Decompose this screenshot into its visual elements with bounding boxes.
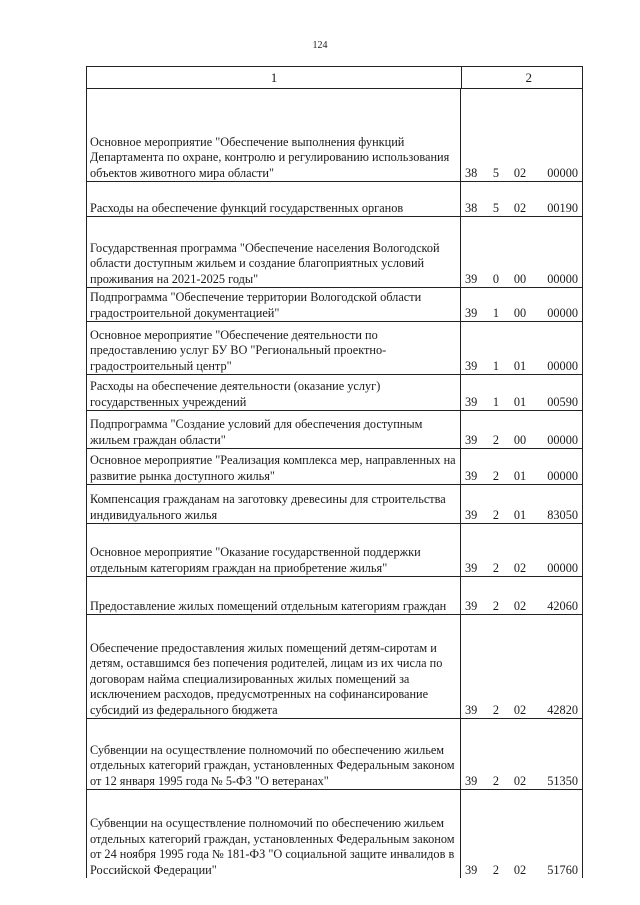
code-activity: 01 (513, 394, 527, 409)
page-number: 124 (312, 40, 328, 51)
table-row (87, 322, 582, 375)
row-name: Расходы на обеспечение деятельности (оказание услуг) государственных учреждений (87, 375, 461, 410)
row-code (461, 182, 582, 216)
code-activity: 02 (513, 773, 527, 788)
code-program: 38 (465, 165, 478, 180)
code-activity: 00 (513, 271, 527, 286)
table-row (87, 615, 582, 719)
code-subprogram: 2 (492, 468, 500, 483)
code-subprogram: 2 (492, 507, 500, 522)
code-subprogram: 2 (492, 702, 500, 717)
row-code (461, 411, 582, 448)
row-code (461, 288, 582, 321)
code-subprogram: 2 (492, 862, 500, 877)
table-row (87, 411, 582, 449)
table-row (87, 577, 582, 615)
table-row (87, 449, 582, 485)
code-activity: 02 (513, 200, 527, 215)
row-name: Основное мероприятие "Реализация комплекса мер, направленных на развитие рынка доступного жилья" (87, 449, 461, 484)
code-subprogram: 1 (492, 305, 500, 320)
row-code (461, 577, 582, 614)
table-row (87, 89, 582, 182)
code-subprogram: 1 (492, 394, 500, 409)
code-activity: 00 (513, 305, 527, 320)
row-name: Подпрограмма "Создание условий для обеспечения доступным жильем граждан области" (87, 411, 461, 448)
row-name: Расходы на обеспечение функций государственных органов (87, 182, 461, 216)
code-program: 39 (465, 271, 478, 286)
row-name: Предоставление жилых помещений отдельным категориям граждан (87, 577, 461, 614)
row-name: Компенсация гражданам на заготовку древесины для строительства индивидуального жилья (87, 485, 461, 523)
code-direction: 00000 (547, 468, 578, 483)
code-program: 39 (465, 598, 478, 613)
code-direction: 83050 (547, 507, 578, 522)
row-code (461, 217, 582, 287)
code-program: 39 (465, 702, 478, 717)
code-direction: 42060 (547, 598, 578, 613)
code-direction: 00190 (547, 200, 578, 215)
code-program: 39 (465, 432, 478, 447)
code-direction: 51760 (547, 862, 578, 877)
code-activity: 01 (513, 507, 527, 522)
code-direction: 00000 (547, 358, 578, 373)
code-activity: 00 (513, 432, 527, 447)
code-program: 39 (465, 560, 478, 575)
code-direction: 00000 (547, 271, 578, 286)
code-direction: 00000 (547, 165, 578, 180)
code-program: 39 (465, 358, 478, 373)
row-code (461, 375, 582, 410)
code-subprogram: 2 (492, 432, 500, 447)
code-direction: 51350 (547, 773, 578, 788)
table-row (87, 288, 582, 322)
row-code (461, 790, 582, 878)
row-name: Обеспечение предоставления жилых помещений детям-сиротам и детям, оставшимся без попечения родителей, лицам из их числа по договорам найма специализированных жилых помещений за исключением расходов, предусмотренных на софинансирование субсидий из федерального бюджета (87, 615, 461, 718)
code-direction: 00000 (547, 432, 578, 447)
code-direction: 42820 (547, 702, 578, 717)
code-direction: 00000 (547, 560, 578, 575)
row-code (461, 719, 582, 789)
header-col-2: 2 (525, 70, 532, 85)
code-program: 39 (465, 862, 478, 877)
row-code (461, 524, 582, 576)
table-row (87, 485, 582, 524)
code-activity: 01 (513, 358, 527, 373)
row-code (461, 615, 582, 718)
row-name: Основное мероприятие "Оказание государственной поддержки отдельным категориям граждан на приобретение жилья" (87, 524, 461, 576)
code-subprogram: 2 (492, 598, 500, 613)
row-name: Подпрограмма "Обеспечение территории Вологодской области градостроительной документацией" (87, 288, 461, 321)
header-col-1: 1 (87, 67, 462, 88)
table-row (87, 182, 582, 217)
code-program: 39 (465, 773, 478, 788)
row-name: Основное мероприятие "Обеспечение деятельности по предоставлению услуг БУ ВО "Региональный проектно-градостроительный центр" (87, 322, 461, 374)
table-row (87, 790, 582, 878)
row-code (461, 89, 582, 181)
code-activity: 02 (513, 560, 527, 575)
code-subprogram: 1 (492, 358, 500, 373)
table-row (87, 524, 582, 577)
code-activity: 02 (513, 598, 527, 613)
code-subprogram: 2 (492, 560, 500, 575)
code-direction: 00590 (547, 394, 578, 409)
code-activity: 02 (513, 702, 527, 717)
code-subprogram: 0 (492, 271, 500, 286)
code-program: 39 (465, 305, 478, 320)
budget-table (86, 66, 583, 878)
code-activity: 02 (513, 862, 527, 877)
row-name: Субвенции на осуществление полномочий по обеспечению жильем отдельных категорий граждан, установленных Федеральным законом от 12 января 1995 года № 5-ФЗ "О ветеранах" (87, 719, 461, 789)
code-activity: 02 (513, 165, 527, 180)
code-subprogram: 2 (492, 773, 500, 788)
code-subprogram: 5 (492, 200, 500, 215)
row-code (461, 449, 582, 484)
table-header (87, 66, 582, 89)
code-program: 38 (465, 200, 478, 215)
code-direction: 00000 (547, 305, 578, 320)
table-row (87, 719, 582, 790)
row-name: Субвенции на осуществление полномочий по обеспечению жильем отдельных категорий граждан, установленных Федеральным законом от 24 ноября 1995 года № 181-ФЗ "О социальной защите инвалидов в Российской Федерации" (87, 790, 461, 878)
table-row (87, 217, 582, 288)
code-program: 39 (465, 394, 478, 409)
row-name: Основное мероприятие "Обеспечение выполнения функций Департамента по охране, контролю и регулированию использования объектов животного мира области" (87, 89, 461, 181)
code-subprogram: 5 (492, 165, 500, 180)
table-row (87, 375, 582, 411)
code-program: 39 (465, 468, 478, 483)
row-code (461, 322, 582, 374)
row-name: Государственная программа "Обеспечение населения Вологодской области доступным жильем и создание благоприятных условий проживания на 2021-2025 годы" (87, 217, 461, 287)
code-activity: 01 (513, 468, 527, 483)
code-program: 39 (465, 507, 478, 522)
row-code (461, 485, 582, 523)
